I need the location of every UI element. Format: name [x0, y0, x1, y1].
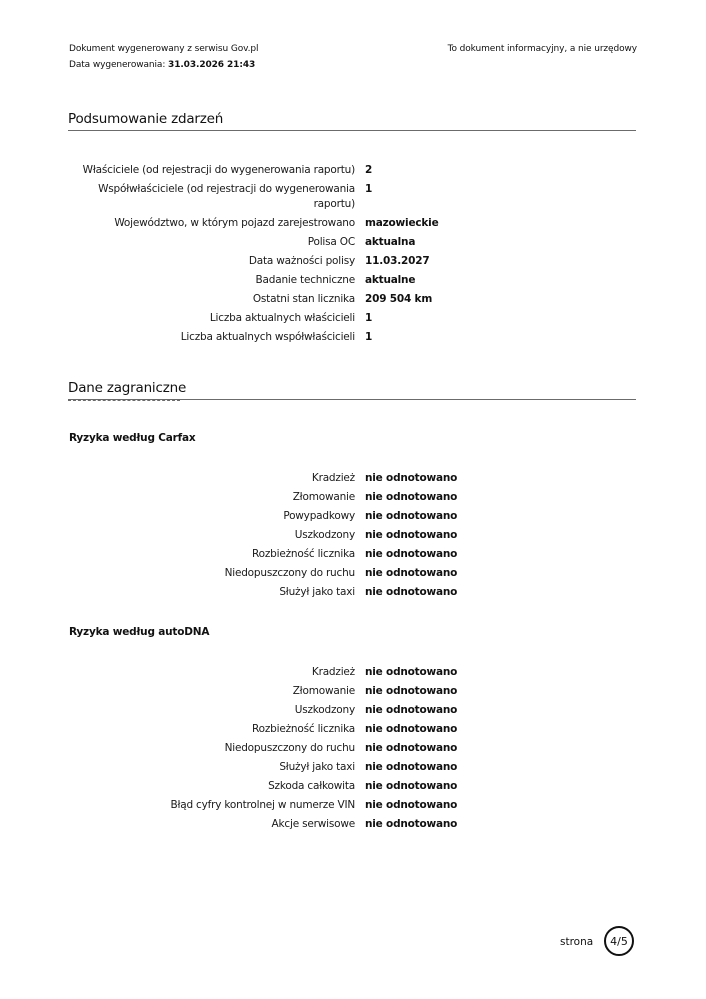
row-value: nie odnotowano	[365, 567, 458, 579]
autodna-row	[69, 779, 549, 798]
row-value: aktualne	[365, 274, 416, 286]
autodna-row	[69, 798, 549, 817]
row-label: Współwłaściciele (od rejestracji do wygenerowania raportu)	[98, 183, 355, 210]
carfax-row	[69, 547, 549, 566]
row-label: Data ważności polisy	[248, 255, 355, 267]
row-label: Polisa OC	[307, 236, 355, 248]
row-label: Województwo, w którym pojazd zarejestrowano	[114, 217, 355, 229]
row-value: nie odnotowano	[365, 548, 458, 560]
row-value: nie odnotowano	[365, 586, 458, 598]
row-label: Kradzież	[311, 472, 355, 484]
row-value: nie odnotowano	[365, 761, 458, 773]
autodna-row	[69, 665, 549, 684]
row-value: nie odnotowano	[365, 472, 458, 484]
page-number-badge	[604, 926, 634, 956]
row-label: Uszkodzony	[294, 529, 355, 541]
autodna-row	[69, 684, 549, 703]
carfax-row	[69, 471, 549, 490]
summary-row	[69, 273, 549, 292]
row-label: Błąd cyfry kontrolnej w numerze VIN	[170, 799, 355, 811]
row-label: Rozbieżność licznika	[252, 723, 355, 735]
row-value: nie odnotowano	[365, 742, 458, 754]
summary-section-title	[68, 110, 636, 131]
carfax-subtitle: Ryzyka według Carfax	[69, 432, 196, 444]
row-label: Niedopuszczony do ruchu	[224, 742, 355, 754]
autodna-row	[69, 741, 549, 760]
row-label: Rozbieżność licznika	[252, 548, 355, 560]
carfax-row	[69, 585, 549, 604]
carfax-row	[69, 566, 549, 585]
row-value: nie odnotowano	[365, 685, 458, 697]
row-value: nie odnotowano	[365, 491, 458, 503]
foreign-title-text: Dane zagraniczne	[68, 380, 187, 396]
title-dashed-accent	[68, 400, 180, 401]
row-label: Złomowanie	[292, 685, 355, 697]
row-label: Właściciele (od rejestracji do wygenerowania raportu)	[82, 164, 355, 176]
document-header-source	[69, 41, 258, 73]
summary-row	[69, 216, 549, 235]
generation-date-label: Data wygenerowania:	[69, 60, 169, 70]
row-value: 1	[365, 183, 373, 195]
row-value: 1	[365, 331, 373, 343]
row-value: nie odnotowano	[365, 704, 458, 716]
generation-date-value: 31.03.2026 21:43	[168, 60, 256, 70]
row-label: Ostatni stan licznika	[252, 293, 355, 305]
row-value: 11.03.2027	[365, 255, 430, 267]
row-value: nie odnotowano	[365, 780, 458, 792]
row-value: nie odnotowano	[365, 723, 458, 735]
page-label: strona	[560, 936, 594, 948]
row-value: 209 504 km	[365, 293, 433, 305]
autodna-table	[69, 665, 549, 836]
summary-row	[69, 163, 549, 182]
row-label: Akcje serwisowe	[271, 818, 355, 830]
summary-row	[69, 330, 549, 349]
row-value: mazowieckie	[365, 217, 439, 229]
row-value: 2	[365, 164, 373, 176]
row-value: nie odnotowano	[365, 510, 458, 522]
summary-row	[69, 254, 549, 273]
carfax-table	[69, 471, 549, 604]
row-label: Badanie techniczne	[255, 274, 355, 286]
autodna-row	[69, 760, 549, 779]
row-value: nie odnotowano	[365, 818, 458, 830]
row-label: Liczba aktualnych współwłaścicieli	[180, 331, 355, 343]
summary-row	[69, 235, 549, 254]
summary-title-text: Podsumowanie zdarzeń	[68, 111, 224, 127]
autodna-row	[69, 817, 549, 836]
row-label: Służył jako taxi	[279, 761, 355, 773]
carfax-row	[69, 528, 549, 547]
generation-date	[69, 57, 258, 73]
summary-row	[69, 292, 549, 311]
row-value: aktualna	[365, 236, 416, 248]
summary-row	[69, 311, 549, 330]
autodna-row	[69, 703, 549, 722]
row-label: Uszkodzony	[294, 704, 355, 716]
source-text: Dokument wygenerowany z serwisu Gov.pl	[69, 44, 259, 54]
autodna-row	[69, 722, 549, 741]
row-value: nie odnotowano	[365, 666, 458, 678]
row-value: 1	[365, 312, 373, 324]
foreign-section-title	[68, 379, 636, 400]
row-value: nie odnotowano	[365, 529, 458, 541]
row-label: Służył jako taxi	[279, 586, 355, 598]
row-label: Liczba aktualnych właścicieli	[209, 312, 355, 324]
autodna-subtitle: Ryzyka według autoDNA	[69, 626, 210, 638]
row-label: Powypadkowy	[283, 510, 355, 522]
row-label: Niedopuszczony do ruchu	[224, 567, 355, 579]
summary-table	[69, 163, 549, 349]
page-number: 4/5	[610, 934, 628, 948]
carfax-row	[69, 509, 549, 528]
row-label: Szkoda całkowita	[268, 780, 355, 792]
row-value: nie odnotowano	[365, 799, 458, 811]
document-disclaimer: To dokument informacyjny, a nie urzędowy	[447, 44, 637, 54]
row-label: Kradzież	[311, 666, 355, 678]
summary-row	[69, 182, 549, 216]
carfax-row	[69, 490, 549, 509]
row-label: Złomowanie	[292, 491, 355, 503]
